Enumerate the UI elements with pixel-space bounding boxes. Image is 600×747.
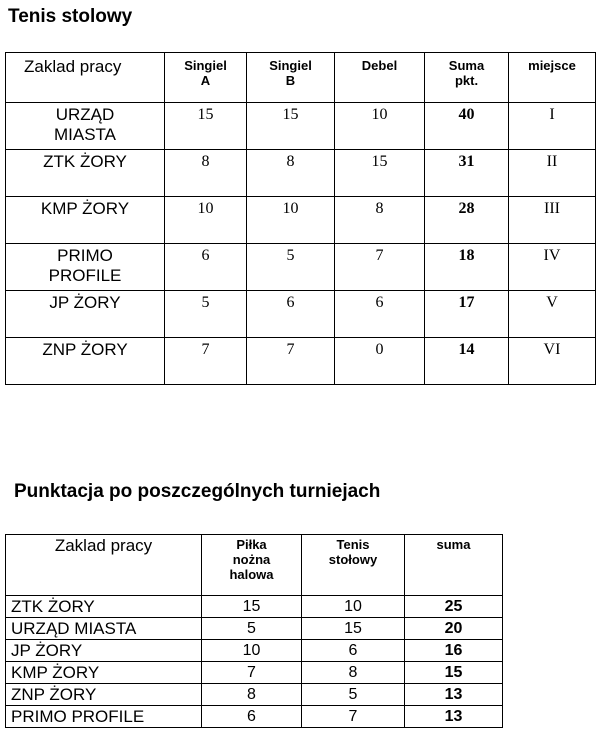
tenis-stolowy-cell: 15 xyxy=(302,618,405,640)
debel-cell: 6 xyxy=(335,291,425,338)
suma-cell: 40 xyxy=(425,103,509,150)
suma-cell: 31 xyxy=(425,150,509,197)
header-singiel-a: Singiel A xyxy=(165,53,247,103)
singiel-b-cell: 8 xyxy=(247,150,335,197)
suma-cell: 25 xyxy=(405,596,503,618)
table-row xyxy=(6,618,503,640)
tenis-stolowy-cell: 7 xyxy=(302,706,405,728)
suma-cell: 20 xyxy=(405,618,503,640)
tenis-stolowy-cell: 8 xyxy=(302,662,405,684)
tournament-points-table xyxy=(5,534,503,728)
workplace-cell: ZTK ŻORY xyxy=(6,150,165,197)
suma-cell: 16 xyxy=(405,640,503,662)
table-tennis-title: Tenis stolowy xyxy=(8,6,133,27)
header-workplace: Zaklad pracy xyxy=(6,53,165,103)
debel-cell: 0 xyxy=(335,338,425,385)
table-row xyxy=(6,596,503,618)
debel-cell: 7 xyxy=(335,244,425,291)
suma-cell: 17 xyxy=(425,291,509,338)
table-header-row xyxy=(6,535,503,596)
singiel-a-cell: 7 xyxy=(165,338,247,385)
table-row xyxy=(6,150,596,197)
table-row xyxy=(6,706,503,728)
workplace-cell: PRIMO PROFILE xyxy=(6,706,202,728)
header-singiel-b: Singiel B xyxy=(247,53,335,103)
singiel-b-cell: 6 xyxy=(247,291,335,338)
header-suma: Suma pkt. xyxy=(425,53,509,103)
tournament-points-title: Punktacja po poszczególnych turniejach xyxy=(14,481,381,502)
header-workplace: Zaklad pracy xyxy=(6,535,202,596)
singiel-a-cell: 15 xyxy=(165,103,247,150)
miejsce-cell: II xyxy=(509,150,596,197)
workplace-cell: JP ŻORY xyxy=(6,291,165,338)
table-row xyxy=(6,640,503,662)
miejsce-cell: I xyxy=(509,103,596,150)
singiel-a-cell: 10 xyxy=(165,197,247,244)
workplace-cell: PRIMO PROFILE xyxy=(6,244,165,291)
table-row xyxy=(6,338,596,385)
workplace-cell: ZNP ŻORY xyxy=(6,338,165,385)
pilka-nozna-cell: 5 xyxy=(202,618,302,640)
miejsce-cell: VI xyxy=(509,338,596,385)
singiel-a-cell: 8 xyxy=(165,150,247,197)
header-debel: Debel xyxy=(335,53,425,103)
suma-cell: 15 xyxy=(405,662,503,684)
pilka-nozna-cell: 15 xyxy=(202,596,302,618)
workplace-cell: ZTK ŻORY xyxy=(6,596,202,618)
tenis-stolowy-cell: 5 xyxy=(302,684,405,706)
debel-cell: 10 xyxy=(335,103,425,150)
suma-cell: 13 xyxy=(405,706,503,728)
table-row xyxy=(6,244,596,291)
workplace-cell: URZĄD MIASTA xyxy=(6,618,202,640)
tenis-stolowy-cell: 6 xyxy=(302,640,405,662)
pilka-nozna-cell: 8 xyxy=(202,684,302,706)
header-miejsce: miejsce xyxy=(509,53,596,103)
suma-cell: 14 xyxy=(425,338,509,385)
table-row xyxy=(6,291,596,338)
table-row xyxy=(6,684,503,706)
header-tenis-stolowy: Tenis stołowy xyxy=(302,535,405,596)
miejsce-cell: V xyxy=(509,291,596,338)
table-row xyxy=(6,103,596,150)
header-pilka-nozna: Piłka nożna halowa xyxy=(202,535,302,596)
suma-cell: 13 xyxy=(405,684,503,706)
singiel-a-cell: 5 xyxy=(165,291,247,338)
miejsce-cell: IV xyxy=(509,244,596,291)
workplace-cell: URZĄD MIASTA xyxy=(6,103,165,150)
pilka-nozna-cell: 10 xyxy=(202,640,302,662)
miejsce-cell: III xyxy=(509,197,596,244)
singiel-b-cell: 15 xyxy=(247,103,335,150)
workplace-cell: JP ŻORY xyxy=(6,640,202,662)
workplace-cell: ZNP ŻORY xyxy=(6,684,202,706)
table-row xyxy=(6,662,503,684)
singiel-b-cell: 7 xyxy=(247,338,335,385)
workplace-cell: KMP ŻORY xyxy=(6,197,165,244)
debel-cell: 8 xyxy=(335,197,425,244)
pilka-nozna-cell: 6 xyxy=(202,706,302,728)
suma-cell: 18 xyxy=(425,244,509,291)
pilka-nozna-cell: 7 xyxy=(202,662,302,684)
tenis-stolowy-cell: 10 xyxy=(302,596,405,618)
workplace-cell: KMP ŻORY xyxy=(6,662,202,684)
debel-cell: 15 xyxy=(335,150,425,197)
table-header-row xyxy=(6,53,596,103)
suma-cell: 28 xyxy=(425,197,509,244)
table-tennis-results-table xyxy=(5,52,596,385)
header-suma: suma xyxy=(405,535,503,596)
singiel-b-cell: 10 xyxy=(247,197,335,244)
singiel-a-cell: 6 xyxy=(165,244,247,291)
table-row xyxy=(6,197,596,244)
singiel-b-cell: 5 xyxy=(247,244,335,291)
